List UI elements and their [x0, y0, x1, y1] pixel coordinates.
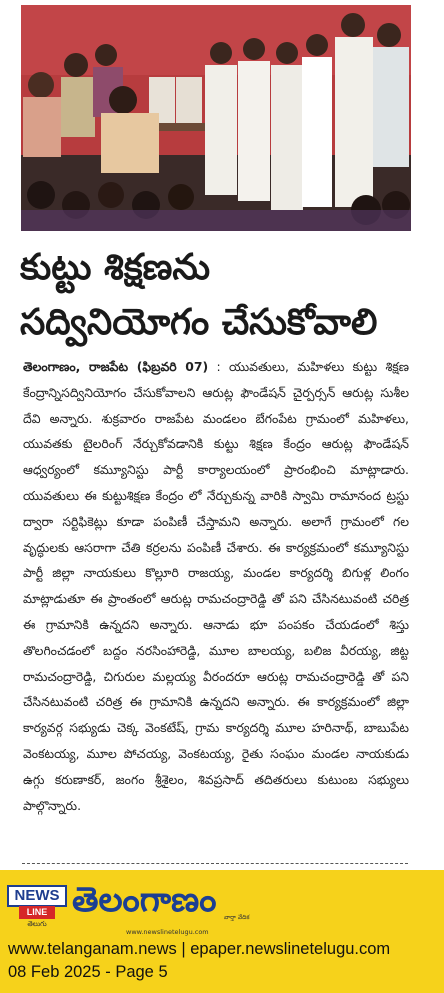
- article-body: [23, 354, 409, 818]
- footer-date-page: 08 Feb 2025 - Page 5: [8, 963, 168, 981]
- photo-illustration: [21, 5, 411, 231]
- telanganam-url: www.newslinetelugu.com: [126, 928, 209, 936]
- telanganam-logo: తెలంగాణం: [72, 880, 217, 920]
- article-text: : యువతులు, మహిళలు కుట్టు శిక్షణ కేంద్రాన్నిసద్వినియోగం చేసుకోవాలని ఆరుట్ల ఫౌండేషన్ చైర్పర్సన్ ఆరుట్ల సుశీల దేవి అన్నారు. శుక్రవారం రాజపేట మండలం బేగంపేట గ్రామంలో మహిళలు, యువతకు టైలరింగ్ నేర్చుకోవడానికి కుట్టు శిక్షణ కేంద్రం ఆరుట్ల ఫౌండేషన్ ఆధ్వర్యంలో కమ్యూనిస్టు పార్టీ కార్యాలయంలో ప్రారంభించి మాట్లాడారు. యువతులు ఈ కుట్టుశిక్షణ కేంద్రం లో నేర్చుకున్న వారికి స్వామి రామానంద ట్రస్టు ద్వారా సర్టిఫికెట్లు కూడా పంపిణీ చేస్తామని అన్నారు. అలాగే గ్రామంలో గల వృద్ధులకు ఆసరాగా చేతి కర్రలను పంపిణీ చేశారు. ఈ కార్యక్రమంలో కమ్యూనిస్టు పార్టీ జిల్లా నాయకులు కొల్లూరి రాజయ్య, మండల కార్యదర్శి బిగుళ్ల లింగం మాట్లాడుతూ ఈ ప్రాంతంలో ఆరుట్ల రామచంద్రారెడ్డి తో పని చేసినటువంటి చరిత్ర ఈ గ్రామానికి ఉన్నదని అన్నారు. ఆనాడు భూ పంపకం చేయడంలో శిస్తు తొలగించడంలో బద్దం నరసింహారెడ్డి, మూల బాలయ్య, బలిజ వీరయ్య, జిట్ట రామచంద్రారెడ్డి, చిగురుల మల్లయ్య వీరందరూ ఆరుట్ల రామచంద్రారెడ్డి తో పని చేసినటువంటి చరిత్ర ఈ గ్రామానికి ఉన్నదని అన్నారు. ఈ కార్యక్రమంలో జిల్లా కార్యవర్గ సభ్యుడు చెక్క వెంకటేష్, గ్రామ కార్యదర్శి మూల హరినాథ్, బాబుపేట వెంకటయ్య, మూల పోచయ్య, వెంకటయ్య, రైతు సంఘం మండల నాయకుడు ఉగ్గు కరుణాకర్, జంగం శ్రీశైలం, శివప్రసాద్ తదితరులు కుటుంబ సభ్యులు పాల్గొన్నారు.: [23, 359, 409, 813]
- newsline-logo-line: LINE: [19, 906, 55, 919]
- divider: [22, 863, 408, 864]
- telanganam-tagline: వార్తా వేదిక: [224, 914, 250, 921]
- newsline-logo: [7, 885, 67, 928]
- newsline-logo-news: NEWS: [7, 885, 67, 907]
- footer-urls: www.telanganam.news | epaper.newslinetelugu.com: [8, 940, 391, 958]
- dateline: తెలంగాణం, రాజపేట (ఫిబ్రవరి 07): [23, 359, 209, 374]
- news-photo: [21, 5, 411, 231]
- footer-banner: [0, 870, 444, 993]
- headline-line-2: సద్వినియోగం చేసుకోవాలి: [20, 302, 378, 343]
- headline-line-1: కుట్టు శిక్షణను: [20, 247, 211, 288]
- newsline-logo-sub: తెలుగు: [27, 920, 47, 928]
